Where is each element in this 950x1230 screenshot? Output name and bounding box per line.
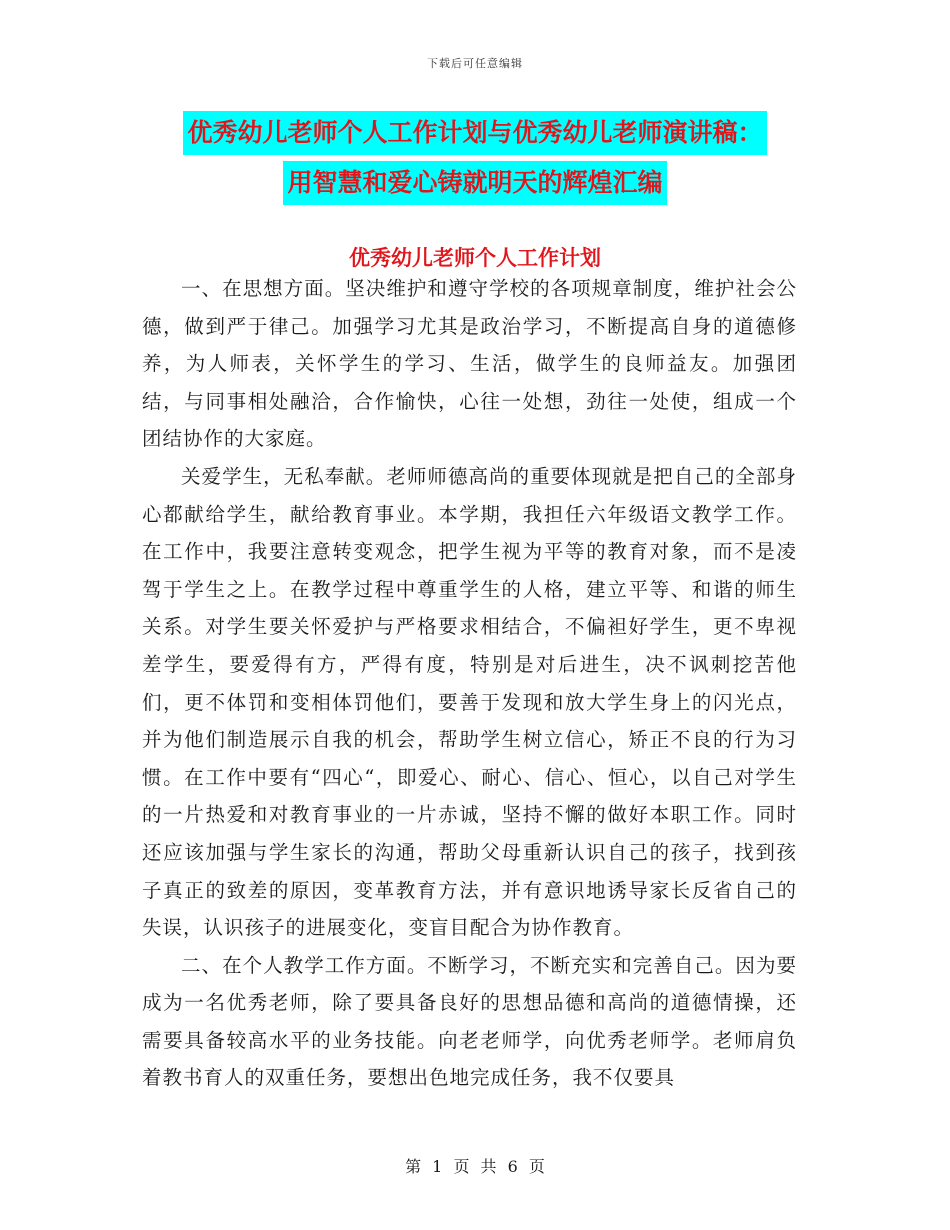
document-body (142, 270, 797, 1097)
document-title-line-2: 用智慧和爱心铸就明天的辉煌汇编 (283, 161, 666, 205)
document-title (0, 108, 950, 208)
paragraph: 一、在思想方面。坚决维护和遵守学校的各项规章制度，维护社会公德，做到严于律己。加强学习尤其是政治学习，不断提高自身的道德修养，为人师表，关怀学生的学习、生活，做学生的良师益友。加强团结，与同事相处融洽，合作愉快，心往一处想，劲往一处使，组成一个团结协作的大家庭。 (142, 277, 797, 451)
page-footer: 第 1 页 共 6 页 (405, 1157, 545, 1176)
page-header-note: 下载后可任意编辑 (427, 57, 523, 70)
section-heading: 优秀幼儿老师个人工作计划 (349, 246, 601, 270)
paragraph: 二、在个人教学工作方面。不断学习，不断充实和完善自己。因为要成为一名优秀老师，除了要具备良好的思想品德和高尚的道德情操，还需要具备较高水平的业务技能。向老老师学，向优秀老师学。老师肩负着教书育人的双重任务，要想出色地完成任务，我不仅要具 (142, 953, 797, 1090)
document-title-line-1: 优秀幼儿老师个人工作计划与优秀幼儿老师演讲稿： (183, 111, 766, 155)
paragraph: 关爱学生，无私奉献。老师师德高尚的重要体现就是把自己的全部身心都献给学生，献给教育事业。本学期，我担任六年级语文教学工作。在工作中，我要注意转变观念，把学生视为平等的教育对象，而不是凌驾于学生之上。在教学过程中尊重学生的人格，建立平等、和谐的师生关系。对学生要关怀爱护与严格要求相结合，不偏袒好学生，更不卑视差学生，要爱得有方，严得有度，特别是对后进生，决不讽刺挖苦他们，更不体罚和变相体罚他们，要善于发现和放大学生身上的闪光点，并为他们制造展示自我的机会，帮助学生树立信心，矫正不良的行为习惯。在工作中要有“四心“，即爱心、耐心、信心、恒心，以自己对学生的一片热爱和对教育事业的一片赤诚，坚持不懈的做好本职工作。同时还应该加强与学生家长的沟通，帮助父母重新认识自己的孩子，找到孩子真正的致差的原因，变革教育方法，并有意识地诱导家长反省自己的失误，认识孩子的进展变化，变盲目配合为协作教育。 (142, 464, 797, 940)
